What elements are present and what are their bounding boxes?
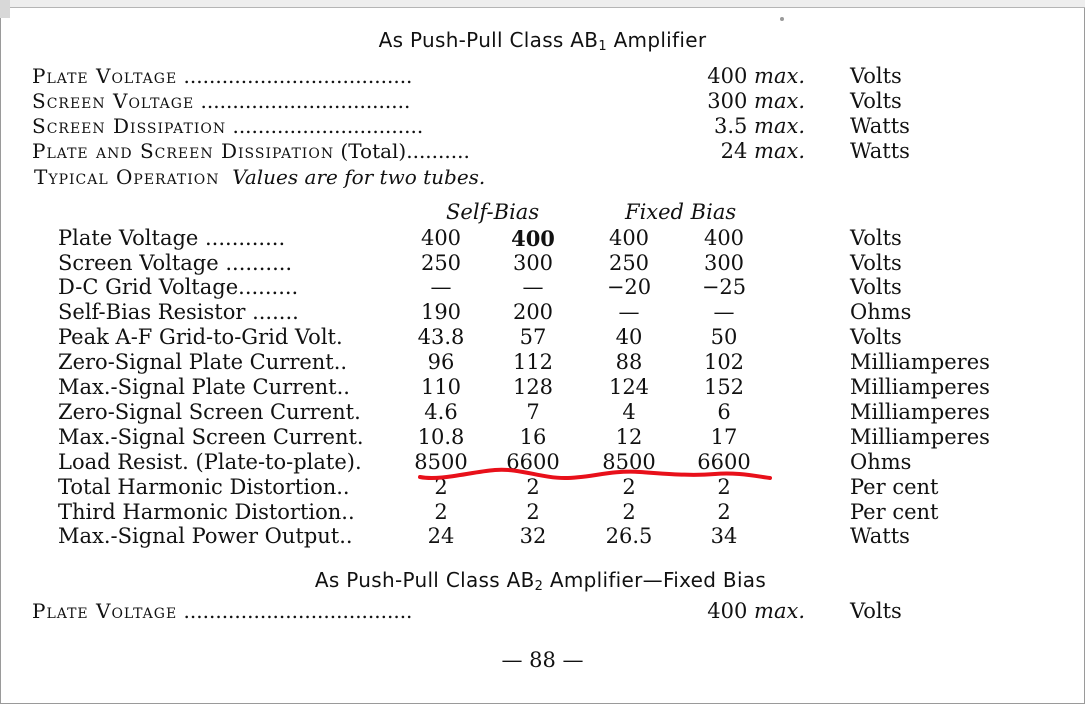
rating-unit: Volts (850, 64, 902, 88)
rating-unit: Watts (850, 114, 910, 138)
rating-label: Plate Voltage .................................... (32, 599, 413, 623)
cell-self-bias-2: 112 (512, 350, 554, 374)
cell-fixed-bias-2: 6600 (697, 450, 751, 474)
cell-self-bias-2: 6600 (506, 450, 560, 474)
cell-fixed-bias-1: 8500 (602, 450, 656, 474)
row-unit: Milliamperes (850, 400, 990, 424)
row-label: Zero-Signal Plate Current.. (58, 350, 348, 374)
cell-fixed-bias-2: −25 (701, 275, 747, 299)
row-label: Plate Voltage ............ (58, 226, 286, 250)
cell-fixed-bias-1: 40 (615, 325, 643, 349)
heading-ab1-text: As Push-Pull Class AB (378, 28, 599, 52)
row-label: Max.-Signal Plate Current.. (58, 375, 350, 399)
row-label: Total Harmonic Distortion.. (58, 475, 350, 499)
cell-self-bias-2: 128 (512, 375, 554, 399)
cell-self-bias-1: 2 (434, 500, 448, 524)
cell-self-bias-2: 400 (511, 226, 555, 251)
row-label: Screen Voltage .......... (58, 251, 293, 275)
cell-self-bias-2: 2 (526, 500, 540, 524)
row-unit: Per cent (850, 500, 939, 524)
cell-self-bias-1: 400 (420, 226, 462, 250)
cell-self-bias-1: 2 (434, 475, 448, 499)
row-label: Zero-Signal Screen Current. (58, 400, 361, 424)
cell-fixed-bias-2: 50 (710, 325, 738, 349)
row-label: D-C Grid Voltage......... (58, 275, 299, 299)
rating-value: 400 max. (707, 599, 805, 623)
row-label: Max.-Signal Screen Current. (58, 425, 364, 449)
row-label: Peak A-F Grid-to-Grid Volt. (58, 325, 343, 349)
heading-ab1-subscript: 1 (598, 39, 607, 54)
typical-operation-note: Values are for two tubes. (232, 165, 486, 189)
cell-fixed-bias-1: 26.5 (605, 524, 653, 548)
heading-ab2-suffix: Amplifier—Fixed Bias (543, 568, 767, 592)
cell-fixed-bias-1: 4 (622, 400, 636, 424)
cell-self-bias-2: 16 (519, 425, 547, 449)
heading-ab1-suffix: Amplifier (606, 28, 707, 52)
row-unit: Ohms (850, 450, 912, 474)
cell-fixed-bias-2: 2 (717, 475, 731, 499)
cell-fixed-bias-1: — (618, 300, 640, 324)
row-unit: Volts (850, 226, 902, 250)
cell-fixed-bias-1: −20 (606, 275, 652, 299)
cell-fixed-bias-1: 2 (622, 475, 636, 499)
self-bias-header: Self-Bias (446, 200, 540, 224)
cell-fixed-bias-1: 400 (608, 226, 650, 250)
heading-ab2-subscript: 2 (534, 579, 544, 594)
fixed-bias-header: Fixed Bias (625, 200, 737, 224)
cell-self-bias-1: 43.8 (417, 325, 465, 349)
cell-fixed-bias-2: 300 (703, 251, 745, 275)
cell-self-bias-2: — (522, 275, 544, 299)
rating-value: 3.5 max. (713, 114, 805, 138)
rating-unit: Volts (850, 89, 902, 113)
cell-self-bias-2: 7 (526, 400, 540, 424)
row-label: Max.-Signal Power Output.. (58, 524, 353, 548)
row-unit: Volts (850, 251, 902, 275)
cell-fixed-bias-2: 34 (710, 524, 738, 548)
rating-value: 300 max. (707, 89, 805, 113)
cell-fixed-bias-1: 88 (615, 350, 643, 374)
rating-unit: Volts (850, 599, 902, 623)
row-label: Third Harmonic Distortion.. (58, 500, 355, 524)
cell-self-bias-1: 24 (427, 524, 455, 548)
cell-fixed-bias-2: — (713, 300, 735, 324)
section-heading-ab2 (0, 568, 1083, 594)
cell-fixed-bias-1: 124 (608, 375, 650, 399)
cell-self-bias-1: 250 (420, 251, 462, 275)
page-number: — 88 — (501, 648, 584, 672)
cell-fixed-bias-1: 250 (608, 251, 650, 275)
cell-fixed-bias-1: 12 (615, 425, 643, 449)
cell-fixed-bias-1: 2 (622, 500, 636, 524)
row-label: Self-Bias Resistor ....... (58, 300, 299, 324)
cell-fixed-bias-2: 17 (710, 425, 738, 449)
cell-self-bias-2: 32 (519, 524, 547, 548)
cell-self-bias-1: 190 (420, 300, 462, 324)
row-unit: Milliamperes (850, 425, 990, 449)
rating-unit: Watts (850, 139, 910, 163)
cell-fixed-bias-2: 152 (703, 375, 745, 399)
row-unit: Volts (850, 275, 902, 299)
rating-label: Plate Voltage .................................... (32, 64, 413, 88)
row-unit: Per cent (850, 475, 939, 499)
cell-fixed-bias-2: 6 (717, 400, 731, 424)
row-unit: Milliamperes (850, 375, 990, 399)
row-label: Load Resist. (Plate-to-plate). (58, 450, 362, 474)
cell-self-bias-2: 300 (512, 251, 554, 275)
cell-self-bias-2: 57 (519, 325, 547, 349)
cell-self-bias-2: 200 (512, 300, 554, 324)
rating-label: Screen Dissipation .............................. (32, 114, 424, 138)
cell-fixed-bias-2: 400 (703, 226, 745, 250)
cell-self-bias-1: 8500 (414, 450, 468, 474)
cell-fixed-bias-2: 2 (717, 500, 731, 524)
cell-fixed-bias-2: 102 (703, 350, 745, 374)
row-unit: Ohms (850, 300, 912, 324)
rating-value: 400 max. (707, 64, 805, 88)
row-unit: Milliamperes (850, 350, 990, 374)
cell-self-bias-1: 10.8 (417, 425, 465, 449)
rating-value: 24 max. (720, 139, 805, 163)
cell-self-bias-1: 96 (427, 350, 455, 374)
row-unit: Volts (850, 325, 902, 349)
rating-label: Screen Voltage ................................. (32, 89, 411, 113)
typical-operation-label: Typical Operation (34, 165, 220, 189)
cell-self-bias-1: — (430, 275, 452, 299)
cell-self-bias-1: 4.6 (424, 400, 458, 424)
cell-self-bias-2: 2 (526, 475, 540, 499)
heading-ab2-text: As Push-Pull Class AB (314, 568, 535, 592)
red-underline-stroke (420, 470, 770, 478)
rating-label: Plate and Screen Dissipation (Total).......... (32, 139, 470, 163)
cell-self-bias-1: 110 (420, 375, 462, 399)
row-unit: Watts (850, 524, 910, 548)
